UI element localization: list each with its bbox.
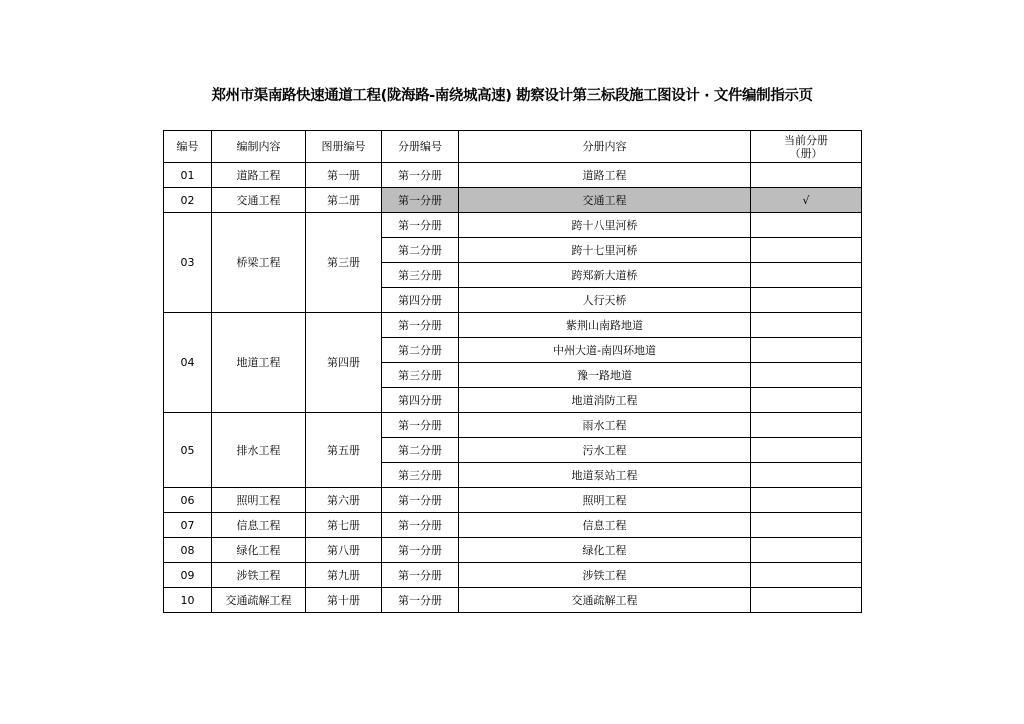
table-row xyxy=(164,213,862,238)
volume-number: 第一分册 xyxy=(382,513,459,538)
item-number: 06 xyxy=(164,488,212,513)
volume-number: 第二分册 xyxy=(382,338,459,363)
volume-number: 第二分册 xyxy=(382,438,459,463)
header-current-volume-line2: （册） xyxy=(789,146,823,160)
current-volume-mark xyxy=(751,438,862,463)
volume-number: 第一分册 xyxy=(382,538,459,563)
volume-number: 第四分册 xyxy=(382,288,459,313)
current-volume-mark xyxy=(751,213,862,238)
item-number: 05 xyxy=(164,413,212,488)
item-content: 交通疏解工程 xyxy=(212,588,306,613)
header-volume-content: 分册内容 xyxy=(459,131,751,163)
item-content: 信息工程 xyxy=(212,513,306,538)
volume-number: 第一分册 xyxy=(382,413,459,438)
volume-number: 第四分册 xyxy=(382,388,459,413)
table-row xyxy=(164,513,862,538)
volume-content: 跨十八里河桥 xyxy=(459,213,751,238)
current-volume-mark xyxy=(751,513,862,538)
item-number: 01 xyxy=(164,163,212,188)
item-number: 09 xyxy=(164,563,212,588)
table-row xyxy=(164,588,862,613)
volume-content: 信息工程 xyxy=(459,513,751,538)
table-row xyxy=(164,488,862,513)
item-number: 10 xyxy=(164,588,212,613)
volume-content: 中州大道-南四环地道 xyxy=(459,338,751,363)
volume-content: 污水工程 xyxy=(459,438,751,463)
book-number: 第九册 xyxy=(306,563,382,588)
volume-number: 第一分册 xyxy=(382,588,459,613)
volume-number: 第三分册 xyxy=(382,263,459,288)
volume-content: 涉铁工程 xyxy=(459,563,751,588)
header-current-volume-line1: 当前分册 xyxy=(784,133,828,147)
table-row xyxy=(164,538,862,563)
item-content: 地道工程 xyxy=(212,313,306,413)
current-volume-mark xyxy=(751,563,862,588)
book-number: 第五册 xyxy=(306,413,382,488)
volume-number: 第三分册 xyxy=(382,363,459,388)
volume-content: 紫荆山南路地道 xyxy=(459,313,751,338)
item-number: 02 xyxy=(164,188,212,213)
book-number: 第四册 xyxy=(306,313,382,413)
current-volume-mark xyxy=(751,288,862,313)
current-volume-mark xyxy=(751,313,862,338)
volume-content: 雨水工程 xyxy=(459,413,751,438)
book-number: 第十册 xyxy=(306,588,382,613)
volume-number: 第一分册 xyxy=(382,563,459,588)
book-number: 第二册 xyxy=(306,188,382,213)
volume-number: 第二分册 xyxy=(382,238,459,263)
item-number: 03 xyxy=(164,213,212,313)
table-row xyxy=(164,413,862,438)
volume-content: 照明工程 xyxy=(459,488,751,513)
compilation-index-table xyxy=(163,130,862,613)
volume-number: 第一分册 xyxy=(382,188,459,213)
current-volume-mark: √ xyxy=(751,188,862,213)
volume-content: 跨郑新大道桥 xyxy=(459,263,751,288)
table-header-row xyxy=(164,131,862,163)
item-number: 04 xyxy=(164,313,212,413)
volume-content: 交通工程 xyxy=(459,188,751,213)
header-content: 编制内容 xyxy=(212,131,306,163)
document-title: 郑州市渠南路快速通道工程(陇海路-南绕城高速) 勘察设计第三标段施工图设计 · 文件编制指示页 xyxy=(211,88,813,104)
volume-content: 人行天桥 xyxy=(459,288,751,313)
table-row xyxy=(164,163,862,188)
volume-number: 第三分册 xyxy=(382,463,459,488)
volume-number: 第一分册 xyxy=(382,163,459,188)
table-row xyxy=(164,188,862,213)
item-content: 排水工程 xyxy=(212,413,306,488)
book-number: 第八册 xyxy=(306,538,382,563)
header-book-number: 图册编号 xyxy=(306,131,382,163)
volume-number: 第一分册 xyxy=(382,488,459,513)
current-volume-mark xyxy=(751,488,862,513)
table-body xyxy=(164,163,862,613)
volume-content: 交通疏解工程 xyxy=(459,588,751,613)
item-content: 绿化工程 xyxy=(212,538,306,563)
volume-number: 第一分册 xyxy=(382,313,459,338)
current-volume-mark xyxy=(751,588,862,613)
current-volume-mark xyxy=(751,413,862,438)
item-content: 涉铁工程 xyxy=(212,563,306,588)
volume-content: 地道泵站工程 xyxy=(459,463,751,488)
current-volume-mark xyxy=(751,238,862,263)
current-volume-mark xyxy=(751,163,862,188)
current-volume-mark xyxy=(751,538,862,563)
volume-content: 跨十七里河桥 xyxy=(459,238,751,263)
book-number: 第三册 xyxy=(306,213,382,313)
volume-content: 豫一路地道 xyxy=(459,363,751,388)
item-content: 桥梁工程 xyxy=(212,213,306,313)
table-row xyxy=(164,563,862,588)
header-current-volume xyxy=(751,131,862,163)
book-number: 第一册 xyxy=(306,163,382,188)
header-number: 编号 xyxy=(164,131,212,163)
item-number: 08 xyxy=(164,538,212,563)
item-content: 道路工程 xyxy=(212,163,306,188)
book-number: 第六册 xyxy=(306,488,382,513)
table-row xyxy=(164,313,862,338)
volume-content: 绿化工程 xyxy=(459,538,751,563)
volume-number: 第一分册 xyxy=(382,213,459,238)
current-volume-mark xyxy=(751,363,862,388)
item-content: 交通工程 xyxy=(212,188,306,213)
current-volume-mark xyxy=(751,388,862,413)
item-content: 照明工程 xyxy=(212,488,306,513)
current-volume-mark xyxy=(751,463,862,488)
volume-content: 道路工程 xyxy=(459,163,751,188)
book-number: 第七册 xyxy=(306,513,382,538)
item-number: 07 xyxy=(164,513,212,538)
volume-content: 地道消防工程 xyxy=(459,388,751,413)
current-volume-mark xyxy=(751,338,862,363)
header-volume-number: 分册编号 xyxy=(382,131,459,163)
current-volume-mark xyxy=(751,263,862,288)
